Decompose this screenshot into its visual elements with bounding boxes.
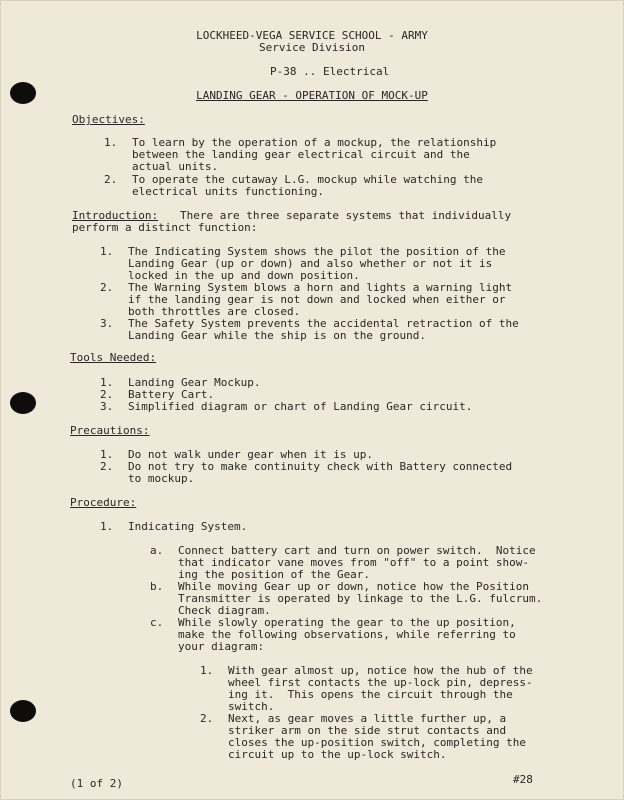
objectives-heading: Objectives:	[72, 113, 145, 126]
tool-text: Battery Cart.	[128, 388, 215, 401]
header-school: LOCKHEED-VEGA SERVICE SCHOOL - ARMY	[196, 29, 428, 42]
procedure-subsub-text: With gear almost up, notice how the hub of the	[228, 664, 533, 677]
procedure-sub-text: While moving Gear up or down, notice how the Position	[178, 580, 529, 593]
procedure-subsub-text: Next, as gear moves a little further up, a	[228, 712, 507, 725]
intro-item-text: The Warning System blows a horn and lights a warning light	[128, 281, 513, 294]
procedure-heading: Procedure:	[70, 496, 137, 509]
procedure-subsub-text: switch.	[228, 700, 275, 713]
objective-text: electrical units functioning.	[132, 185, 325, 198]
intro-item-text: Landing Gear while the ship is on the ground.	[128, 329, 427, 342]
objective-text: between the landing gear electrical circuit and the	[132, 148, 470, 161]
procedure-sub-text: your diagram:	[178, 640, 265, 653]
precaution-text: to mockup.	[128, 472, 195, 485]
objective-text: To learn by the operation of a mockup, the relationship	[132, 136, 497, 149]
procedure-subsub-text: circuit up to the up-lock switch.	[228, 748, 447, 761]
intro-item-text: if the landing gear is not down and locked when either or	[128, 293, 506, 306]
precaution-number: 2.	[100, 460, 114, 473]
course-line: P-38 .. Electrical	[270, 65, 390, 78]
procedure-sub-letter: c.	[150, 616, 164, 629]
objective-text: To operate the cutaway L.G. mockup while watching the	[132, 173, 483, 186]
intro-item-number: 1.	[100, 245, 114, 258]
procedure-subsub-number: 1.	[200, 664, 214, 677]
procedure-sub-text: that indicator vane moves from "off" to a point show-	[178, 556, 529, 569]
procedure-subsub-text: wheel first contacts the up-lock pin, depress-	[228, 676, 533, 689]
header-division: Service Division	[259, 41, 365, 54]
intro-item-number: 3.	[100, 317, 114, 330]
precaution-text: Do not walk under gear when it is up.	[128, 448, 374, 461]
objective-number: 1.	[104, 136, 118, 149]
intro-item-text: The Indicating System shows the pilot the position of the	[128, 245, 506, 258]
tool-text: Landing Gear Mockup.	[128, 376, 261, 389]
intro-item-number: 2.	[100, 281, 114, 294]
intro-item-text: The Safety System prevents the accidental retraction of the	[128, 317, 519, 330]
procedure-subsub-number: 2.	[200, 712, 214, 725]
objective-number: 2.	[104, 173, 118, 186]
procedure-sub-text: Check diagram.	[178, 604, 271, 617]
tool-number: 3.	[100, 400, 114, 413]
tool-number: 2.	[100, 388, 114, 401]
objective-text: actual units.	[132, 160, 219, 173]
precautions-heading: Precautions:	[70, 424, 150, 437]
tools-heading: Tools Needed:	[70, 351, 157, 364]
document-title: LANDING GEAR - OPERATION OF MOCK-UP	[196, 89, 428, 102]
tool-number: 1.	[100, 376, 114, 389]
punch-hole	[10, 392, 36, 414]
precaution-number: 1.	[100, 448, 114, 461]
procedure-step-number: 1.	[100, 520, 114, 533]
introduction-lead: There are three separate systems that individually	[180, 209, 512, 222]
procedure-sub-text: Connect battery cart and turn on power switch. Notice	[178, 544, 536, 557]
procedure-sub-text: make the following observations, while referring to	[178, 628, 516, 641]
procedure-sub-letter: b.	[150, 580, 164, 593]
intro-item-text: locked in the up and down position.	[128, 269, 360, 282]
introduction-heading: Introduction:	[72, 209, 159, 222]
procedure-subsub-text: closes the up-position switch, completing the	[228, 736, 527, 749]
tool-text: Simplified diagram or chart of Landing Gear circuit.	[128, 400, 473, 413]
procedure-sub-letter: a.	[150, 544, 164, 557]
punch-hole	[10, 700, 36, 722]
procedure-subsub-text: striker arm on the side strut contacts and	[228, 724, 507, 737]
procedure-sub-text: ing the position of the Gear.	[178, 568, 371, 581]
procedure-sub-text: While slowly operating the gear to the up position,	[178, 616, 516, 629]
precaution-text: Do not try to make continuity check with Battery connected	[128, 460, 513, 473]
page-indicator: (1 of 2)	[70, 777, 123, 790]
document-number: #28	[513, 773, 533, 786]
procedure-sub-text: Transmitter is operated by linkage to the L.G. fulcrum.	[178, 592, 543, 605]
introduction-lead: perform a distinct function:	[72, 221, 258, 234]
procedure-subsub-text: ing it. This opens the circuit through the	[228, 688, 513, 701]
intro-item-text: Landing Gear (up or down) and also whether or not it is	[128, 257, 493, 270]
procedure-step-text: Indicating System.	[128, 520, 248, 533]
intro-item-text: both throttles are closed.	[128, 305, 301, 318]
